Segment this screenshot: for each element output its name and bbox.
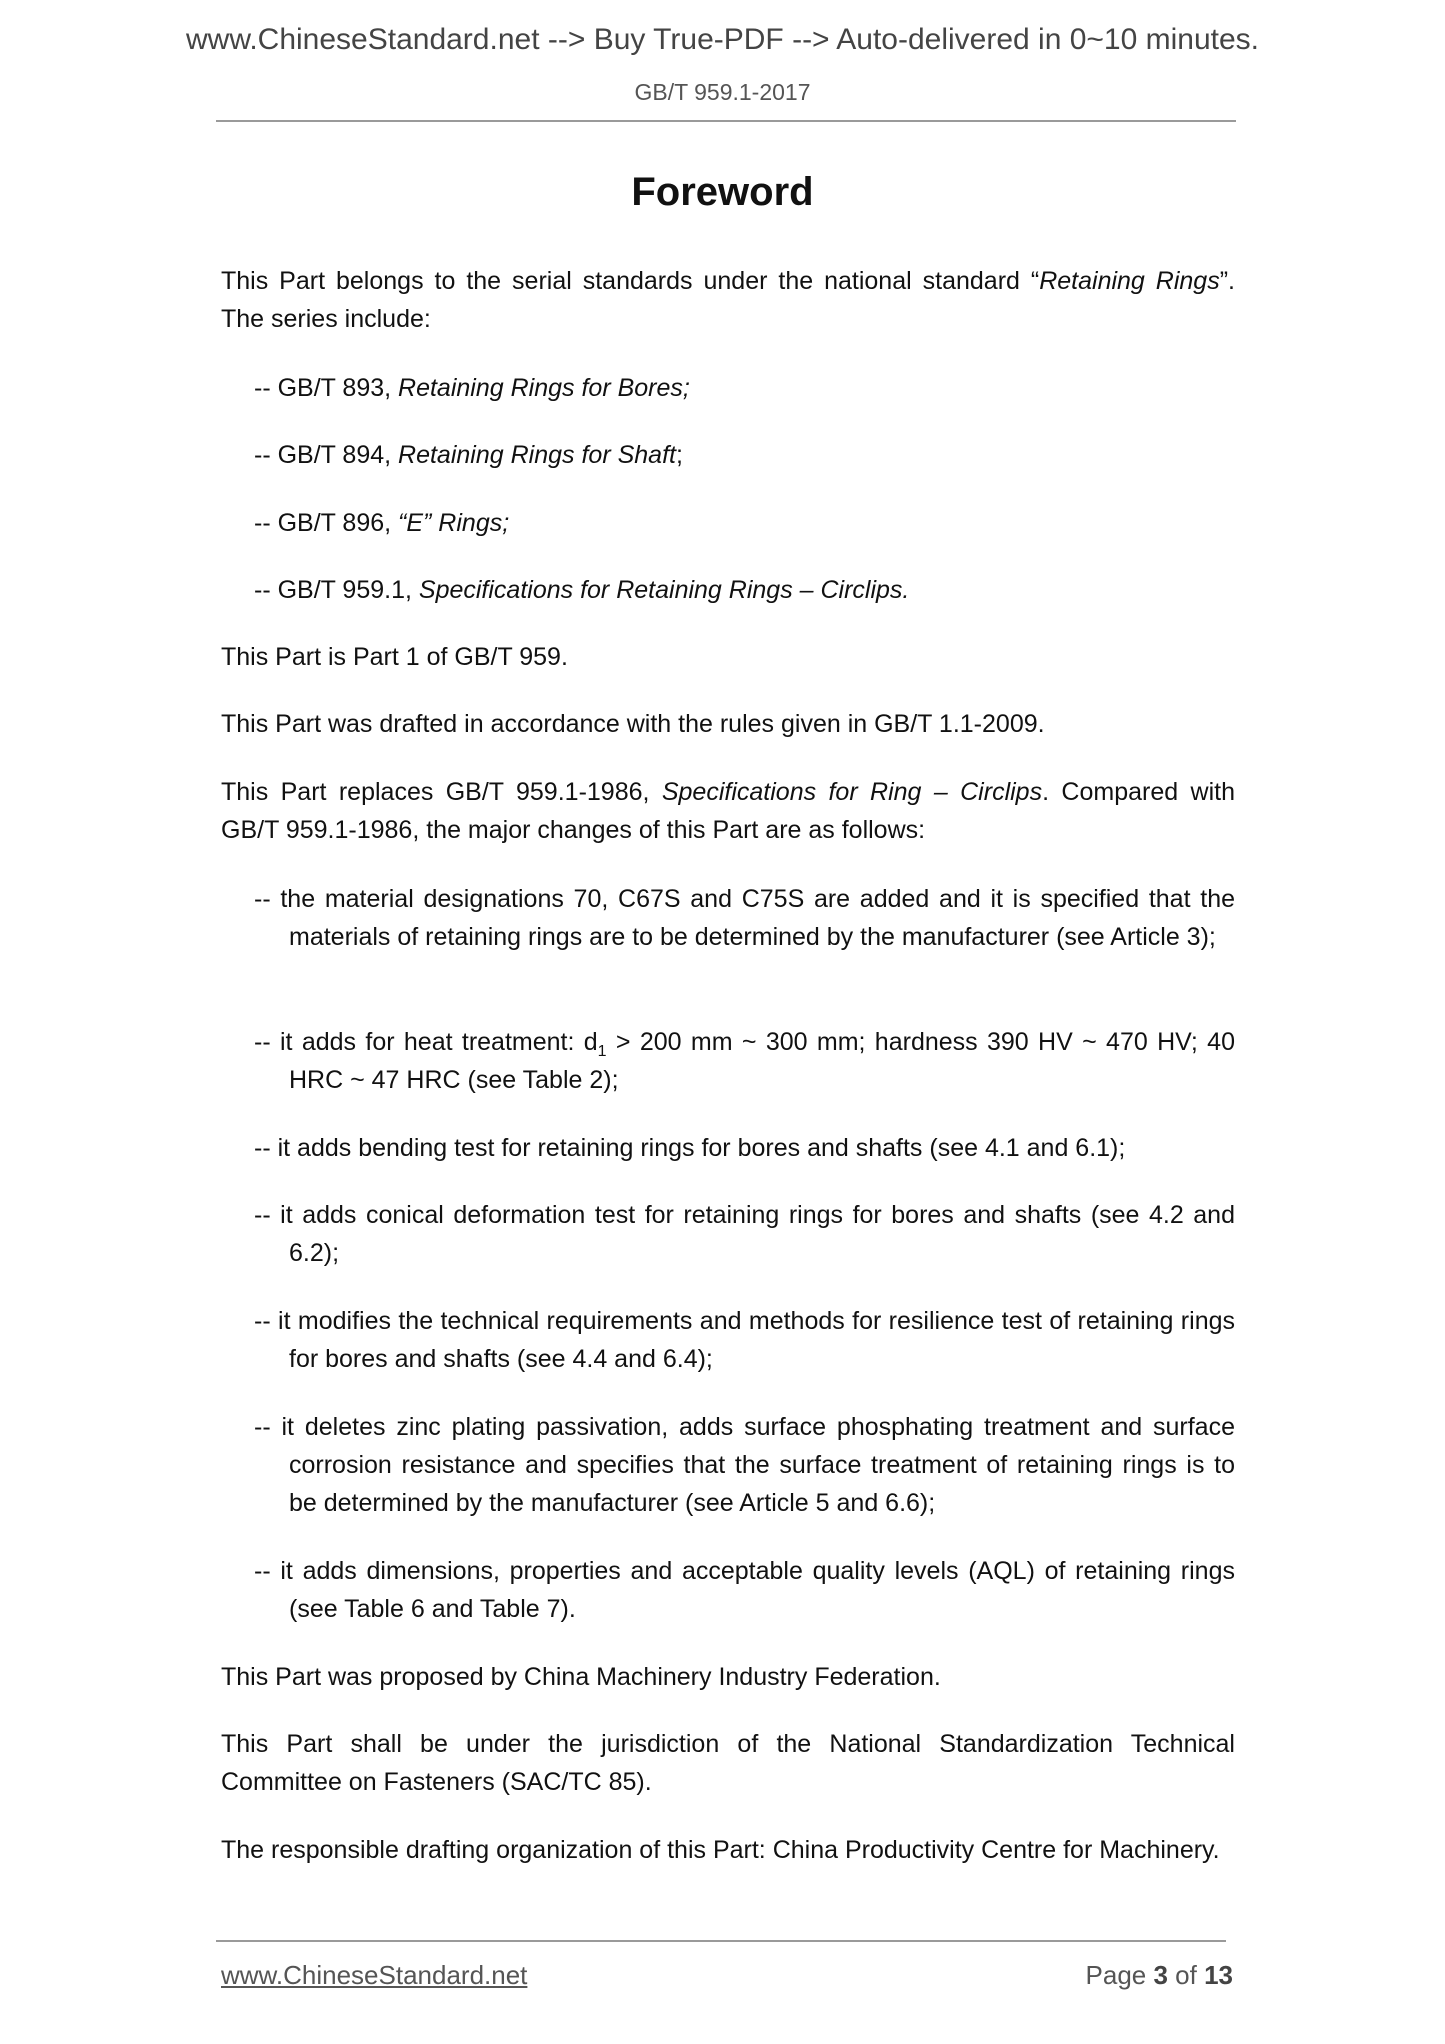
text: -- GB/T 959.1, [254,576,419,604]
series-item [254,436,1235,474]
text-italic: Retaining Rings for Shaft [398,441,676,469]
change-item: -- it adds dimensions, properties and acceptable quality levels (AQL) of retaining rings (see Table 6 and Table 7). [254,1557,1235,1623]
text: . Compared with GB/T 959.1-1986, the major changes of this Part are as follows: [221,778,1235,844]
series-item [254,571,1235,609]
text: -- GB/T 896, [254,509,399,537]
text: -- it adds for heat treatment: d [254,1028,598,1056]
total-pages: 13 [1204,1960,1233,1990]
change-item: -- the material designations 70, C67S and C75S are added and it is specified that the materials of retaining rings are to be determined by the manufacturer (see Article 3); [254,885,1235,951]
current-page: 3 [1153,1960,1168,1990]
text-italic: Specifications for Retaining Rings – Circlips. [418,576,910,604]
header-banner: www.ChineseStandard.net --> Buy True-PDF --> Auto-delivered in 0~10 minutes. [185,23,1260,56]
text: > 200 mm ~ 300 mm; hardness 390 HV ~ 470 HV; 40 HRC ~ 47 HRC (see Table 2); [289,1028,1235,1094]
header-divider [216,120,1236,122]
paragraph-replaces [221,773,1235,849]
text-italic: Retaining Rings for Bores; [398,374,690,402]
change-item [254,1023,1235,1099]
paragraph-drafted: This Part was drafted in accordance with the rules given in GB/T 1.1-2009. [221,710,1045,738]
text: -- GB/T 894, [254,441,399,469]
paragraph-part: This Part is Part 1 of GB/T 959. [221,643,568,671]
change-item: -- it adds conical deformation test for retaining rings for bores and shafts (see 4.2 and 6.2); [254,1201,1235,1267]
text: Page [1085,1960,1154,1990]
text: ”. The series include: [221,267,1235,333]
paragraph-jurisdiction: This Part shall be under the jurisdiction of the National Standardization Technical Committee on Fasteners (SAC/TC 85). [221,1730,1235,1796]
text-italic: Specifications for Ring – Circlips [661,778,1043,806]
series-item [254,504,1235,542]
text: This Part belongs to the serial standards under the national standard “ [221,267,1040,295]
series-item [254,369,1235,407]
document-code: GB/T 959.1-2017 [634,79,811,105]
page-number [1086,1960,1233,1991]
intro-paragraph [221,262,1235,338]
text: -- GB/T 893, [254,374,399,402]
footer-website-link[interactable]: www.ChineseStandard.net [221,1960,528,1990]
paragraph-proposed: This Part was proposed by China Machinery Industry Federation. [221,1663,941,1691]
text-italic: “E” Rings; [398,509,510,537]
paragraph-drafting-org: The responsible drafting organization of this Part: China Productivity Centre for Machinery. [221,1836,1220,1864]
change-item: -- it deletes zinc plating passivation, adds surface phosphating treatment and surface corrosion resistance and specifies that the surface treatment of retaining rings is to be determined by the manufacturer (see Article 5 and 6.6); [254,1413,1235,1517]
subscript: 1 [597,1043,607,1060]
change-item: -- it modifies the technical requirements and methods for resilience test of retaining rings for bores and shafts (see 4.4 and 6.4); [254,1307,1235,1373]
text: This Part replaces GB/T 959.1-1986, [221,778,662,806]
change-item: -- it adds bending test for retaining rings for bores and shafts (see 4.1 and 6.1); [254,1134,1126,1162]
text: of [1167,1960,1205,1990]
footer-divider [216,1940,1226,1942]
page-title: Foreword [631,170,814,214]
text: ; [675,441,683,469]
text-italic: Retaining Rings [1039,267,1220,295]
